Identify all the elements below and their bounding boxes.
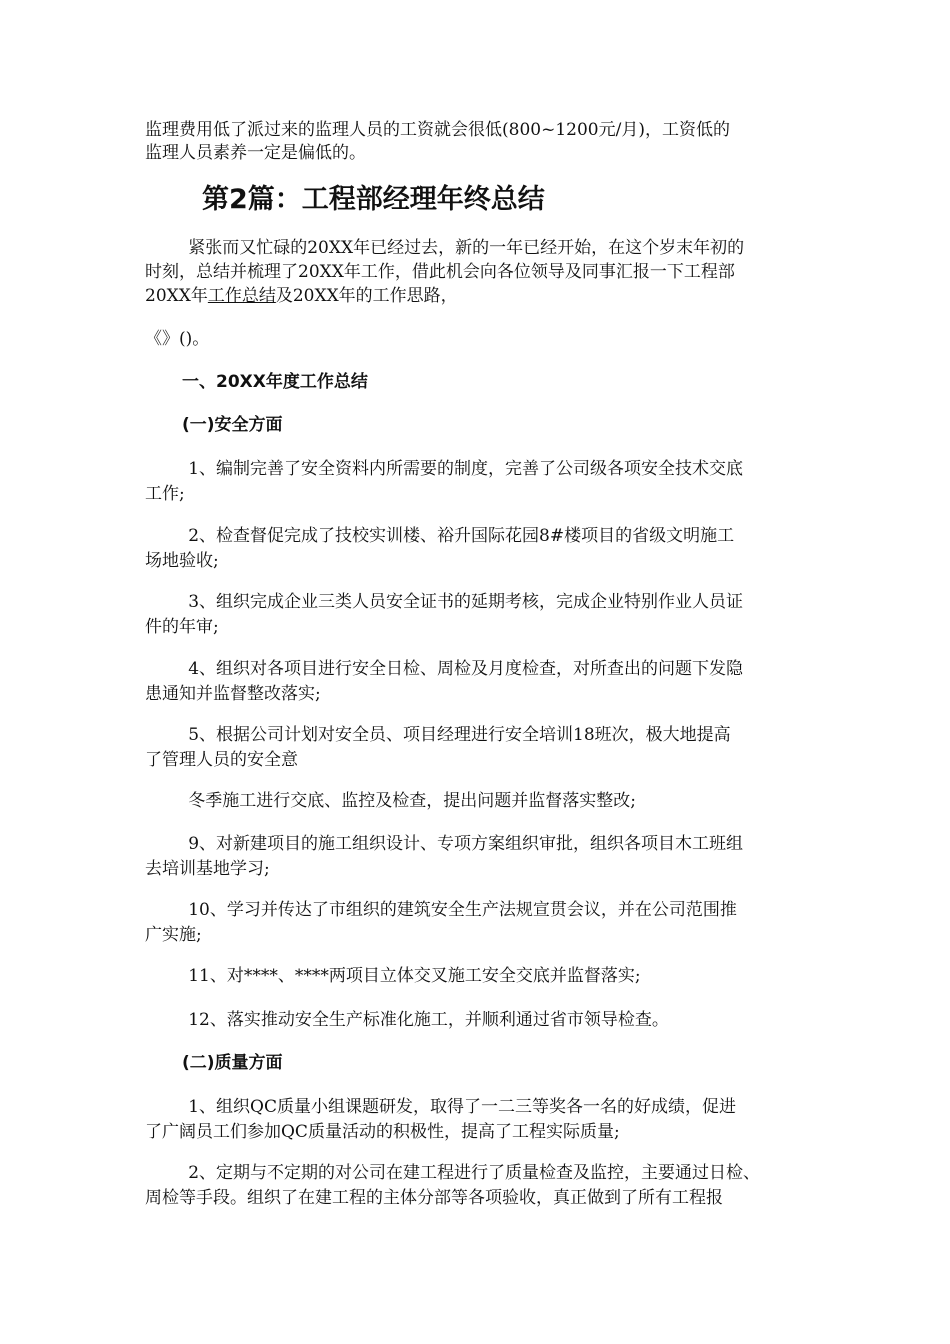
page-title: 第2篇：工程部经理年终总结 xyxy=(202,184,545,215)
safety-item-10: 10、学习并传达了市组织的建筑安全生产法规宣贯会议，并在公司范围推 广实施; xyxy=(145,900,737,945)
safety-item-4: 4、组织对各项目进行安全日检、周检及月度检查，对所查出的问题下发隐 患通知并监督整改落实; xyxy=(145,659,744,704)
safety-item-11: 11、对****、****两项目立体交叉施工安全交底并监督落实; xyxy=(145,966,641,986)
safety-item-1: 1、编制完善了安全资料内所需要的制度，完善了公司级各项安全技术交底 工作; xyxy=(145,459,744,504)
section-heading-annual-summary: 一、20XX年度工作总结 xyxy=(182,372,368,392)
section-heading-quality: (二)质量方面 xyxy=(182,1053,283,1073)
quality-item-1: 1、组织QC质量小组课题研发，取得了一二三等奖各一名的好成绩，促进 了广阔员工们参加QC质量活动的积极性，提高了工程实际质量; xyxy=(145,1097,736,1142)
intro-line-1: 监理费用低了派过来的监理人员的工资就会很低(800~1200元/月)，工资低的 xyxy=(145,120,730,140)
section-heading-safety: (一)安全方面 xyxy=(182,415,283,435)
work-summary-link[interactable]: 工作总结 xyxy=(207,286,276,306)
paragraph-1-line-2: 时刻，总结并梳理了20XX年工作，借此机会向各位领导及同事汇报一下工程部 xyxy=(145,262,735,282)
safety-item-3: 3、组织完成企业三类人员安全证书的延期考核，完成企业特别作业人员证 件的年审; xyxy=(145,592,744,637)
safety-item-12: 12、落实推动安全生产标准化施工，并顺利通过省市领导检查。 xyxy=(145,1010,669,1030)
quality-item-2: 2、定期与不定期的对公司在建工程进行了质量检查及监控，主要通过日检、 周检等手段。组织了在建工程的主体分部等各项验收，真正做到了所有工程报 xyxy=(145,1163,761,1208)
paragraph-1-text-a: 20XX年 xyxy=(145,286,208,306)
bracket-line: 《》()。 xyxy=(145,329,210,349)
safety-item-5: 5、根据公司计划对安全员、项目经理进行安全培训18班次，极大地提高 了管理人员的安全意 xyxy=(145,725,731,770)
paragraph-1-text-b: 及20XX年的工作思路， xyxy=(275,286,458,306)
safety-item-2: 2、检查督促完成了技校实训楼、裕升国际花园8#楼项目的省级文明施工 场地验收; xyxy=(145,526,735,571)
paragraph-1-line-3 xyxy=(145,284,825,309)
safety-item-winter: 冬季施工进行交底、监控及检查，提出问题并监督落实整改; xyxy=(145,791,636,811)
intro-line-2: 监理人员素养一定是偏低的。 xyxy=(145,143,366,163)
safety-item-9: 9、对新建项目的施工组织设计、专项方案组织审批，组织各项目木工班组 去培训基地学习; xyxy=(145,834,744,879)
paragraph-1-line-1: 紧张而又忙碌的20XX年已经过去，新的一年已经开始，在这个岁末年初的 xyxy=(145,238,745,258)
